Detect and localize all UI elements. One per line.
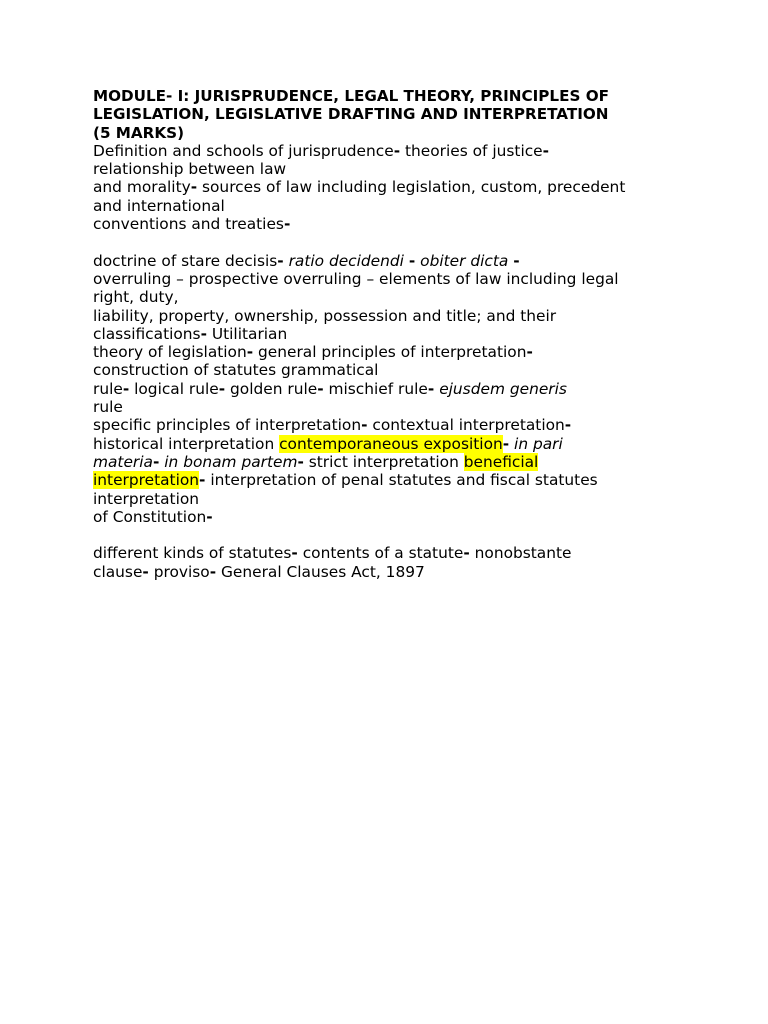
text-segment: contents of a statute [297, 544, 464, 563]
text-segment: interpretation of penal statutes and fiscal statutes [205, 471, 598, 490]
text-segment: golden rule [225, 379, 318, 398]
text-line: clause- proviso- General Clauses Act, 1897 [93, 562, 425, 581]
text-line: and morality- sources of law including legislation, custom, precedent [93, 178, 626, 197]
text-segment: nonobstante [469, 544, 572, 563]
text-segment: conventions and treaties [93, 215, 284, 234]
highlighted-term: beneficial [463, 452, 539, 471]
module-heading-line-2: LEGISLATION, LEGISLATIVE DRAFTING AND INTERPRETATION [93, 105, 609, 124]
text-segment: doctrine of stare decisis [93, 251, 278, 270]
text-line: interpretation [93, 489, 200, 508]
text-line: overruling – prospective overruling – elements of law including legal [93, 269, 619, 288]
text-segment: historical interpretation [93, 434, 280, 453]
text-line: right, duty, [93, 288, 179, 307]
text-line: Definition and schools of jurisprudence- theories of justice- [93, 141, 550, 160]
text-line: theory of legislation- general principles of interpretation- [93, 343, 533, 362]
text-line: of Constitution- [93, 507, 213, 526]
document-body [93, 87, 693, 581]
highlighted-term: contemporaneous exposition [279, 434, 503, 453]
italic-term: ratio decidendi [288, 251, 404, 270]
text-segment: classifications [93, 324, 201, 343]
text-segment: strict interpretation [303, 452, 464, 471]
text-segment: contextual interpretation [367, 416, 565, 435]
text-segment: of Constitution [93, 507, 207, 526]
text-segment: Definition and schools of jurisprudence [93, 141, 394, 160]
text-line: different kinds of statutes- contents of a statute- nonobstante [93, 544, 572, 563]
text-line: doctrine of stare decisis- ratio decidendi - obiter dicta - [93, 251, 520, 270]
text-segment: theories of justice [400, 141, 543, 160]
text-segment: logical rule [129, 379, 219, 398]
highlighted-term: interpretation [93, 471, 200, 490]
text-segment: theory of legislation [93, 343, 247, 362]
module-heading-line-1: MODULE- I: JURISPRUDENCE, LEGAL THEORY, PRINCIPLES OF [93, 87, 609, 105]
italic-term: in bonam partem [164, 452, 298, 471]
text-line: classifications- Utilitarian [93, 324, 288, 343]
text-line: liability, property, ownership, possession and title; and their [93, 306, 557, 325]
text-line: historical interpretation contemporaneous exposition- in pari [93, 434, 563, 453]
text-segment: clause [93, 562, 143, 581]
module-heading-line-3: (5 MARKS) [93, 123, 185, 142]
italic-term: in pari [514, 434, 563, 453]
text-line: construction of statutes grammatical [93, 361, 379, 380]
blank-line [93, 233, 693, 251]
text-segment: General Clauses Act, 1897 [216, 562, 425, 581]
text-line: materia- in bonam partem- strict interpretation beneficial [93, 452, 539, 471]
text-segment: mischief rule [323, 379, 428, 398]
text-segment: Utilitarian [206, 324, 288, 343]
text-segment: different kinds of statutes [93, 544, 292, 563]
italic-term: materia [93, 452, 153, 471]
text-line: specific principles of interpretation- contextual interpretation- [93, 416, 572, 435]
text-segment: rule [93, 379, 123, 398]
text-line: interpretation- interpretation of penal statutes and fiscal statutes [93, 471, 598, 490]
text-segment: specific principles of interpretation [93, 416, 362, 435]
text-line: conventions and treaties- [93, 215, 291, 234]
blank-line [93, 526, 693, 544]
text-segment: general principles of interpretation [253, 343, 527, 362]
text-line: and international [93, 196, 225, 215]
italic-term: obiter dicta [420, 251, 509, 270]
text-line: rule- logical rule- golden rule- mischief rule- ejusdem generis [93, 379, 567, 398]
italic-term: ejusdem generis [439, 379, 567, 398]
text-segment: sources of law including legislation, custom, precedent [197, 178, 626, 197]
text-segment: and morality [93, 178, 191, 197]
text-line: rule [93, 398, 123, 417]
text-segment: proviso [148, 562, 210, 581]
text-line: relationship between law [93, 160, 287, 179]
